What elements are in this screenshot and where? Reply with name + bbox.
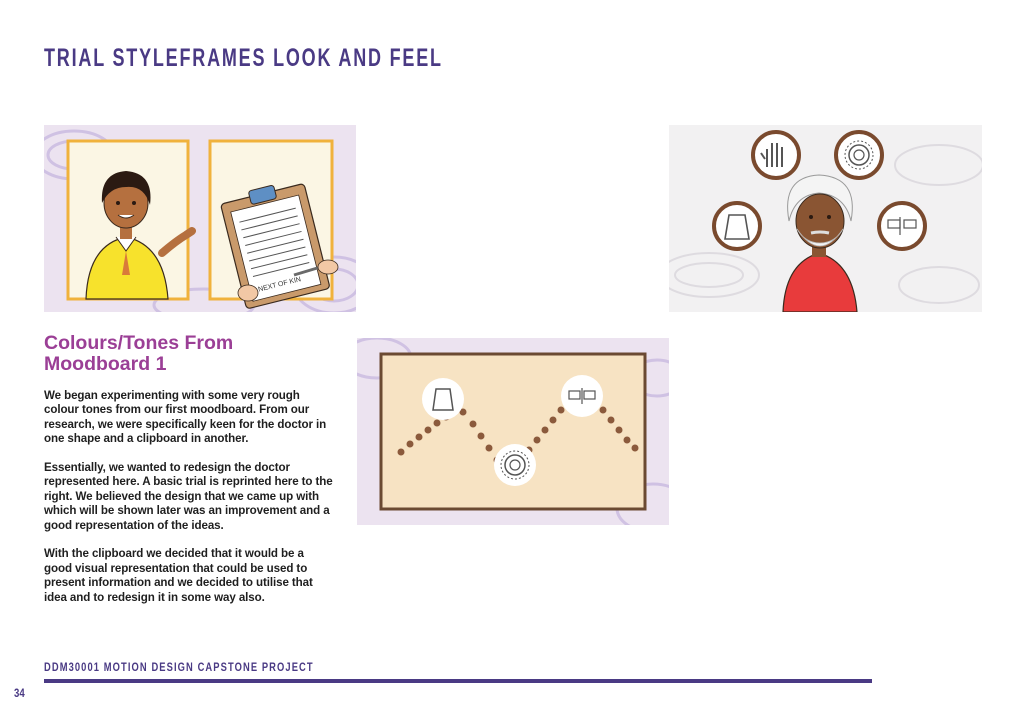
doctor-clipboard-illustration bbox=[44, 125, 356, 312]
body-text bbox=[44, 389, 334, 619]
footer-project-name: DDM30001 MOTION DESIGN CAPSTONE PROJECT bbox=[44, 660, 314, 674]
styleframe-elder-symbols bbox=[669, 125, 982, 312]
elder-symbols-illustration bbox=[669, 125, 982, 312]
clipboard-form-label: NEXT OF KIN bbox=[257, 276, 302, 294]
vessel-symbol-icon bbox=[714, 203, 760, 249]
dotted-path-illustration bbox=[357, 338, 669, 525]
styleframe-dotted-path bbox=[357, 338, 669, 525]
hand-symbol-icon bbox=[753, 132, 799, 178]
styleframe-doctor-clipboard bbox=[44, 125, 356, 312]
paragraph-clipboard: With the clipboard we decided that it would be a good visual representation that could be used to present information and we decided to utilise that idea and to redesign it in some way also. bbox=[44, 547, 313, 604]
vessel-symbol-icon bbox=[422, 378, 464, 420]
sun-symbol-icon bbox=[494, 444, 536, 486]
section-heading: Colours/Tones From Moodboard 1 bbox=[44, 332, 234, 375]
page-number: 34 bbox=[14, 686, 25, 700]
flags-symbol-icon bbox=[561, 375, 603, 417]
paragraph-intro: We began experimenting with some very rough colour tones from our first moodboard. From our research, we were specifically keen for the doctor in one shape and a clipboard in another. bbox=[44, 389, 327, 446]
paragraph-redesign: Essentially, we wanted to redesign the doctor represented here. A basic trial is reprinted here to the right. We believed the design that we came up with which will be shown later was an improvement and a good representation of the ideas. bbox=[44, 461, 333, 532]
page-title: TRIAL STYLEFRAMES LOOK AND FEEL bbox=[44, 44, 443, 72]
footer-divider bbox=[44, 679, 872, 683]
sun-symbol-icon bbox=[836, 132, 882, 178]
flags-symbol-icon bbox=[879, 203, 925, 249]
